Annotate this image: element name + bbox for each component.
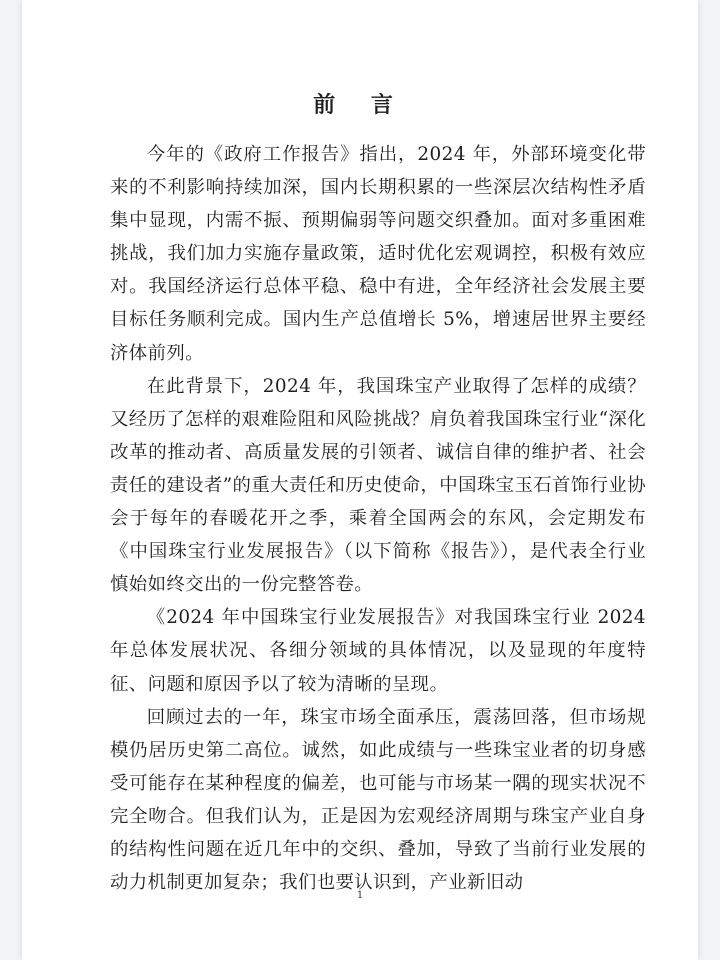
paragraph-3: 《2024 年中国珠宝行业发展报告》对我国珠宝行业 2024 年总体发展状况、各细分领域的具体情况，以及显现的年度特征、问题和原因予以了较为清晰的呈现。 xyxy=(110,607,646,695)
document-page xyxy=(22,0,698,960)
paragraph-2: 在此背景下，2024 年，我国珠宝产业取得了怎样的成绩？又经历了怎样的艰难险阻和风险挑战？肩负着我国珠宝行业“深化改革的推动者、高质量发展的引领者、诚信自律的维护者、社会责任的建设者”的重大责任和历史使命，中国珠宝玉石首饰行业协会于每年的春暖花开之季，乘着全国两会的东风，会定期发布《中国珠宝行业发展报告》（以下简称《报告》），是代表全行业慎始如终交出的一份完整答卷。 xyxy=(110,375,646,596)
paragraph-1: 今年的《政府工作报告》指出，2024 年，外部环境变化带来的不利影响持续加深，国内长期积累的一些深层次结构性矛盾集中显现，内需不振、预期偏弱等问题交织叠加。面对多重困难挑战，我们加力实施存量政策，适时优化宏观调控，积极有效应对。我国经济运行总体平稳、稳中有进，全年经济社会发展主要目标任务顺利完成。国内生产总值增长 5%，增速居世界主要经济体前列。 xyxy=(110,144,646,364)
document-body xyxy=(110,138,646,899)
page-title: 前 言 xyxy=(313,92,407,118)
page-number: 1 xyxy=(356,890,364,901)
paragraph-4: 回顾过去的一年，珠宝市场全面承压，震荡回落，但市场规模仍居历史第二高位。诚然，如此成绩与一些珠宝业者的切身感受可能存在某种程度的偏差，也可能与市场某一隅的现实状况不完全吻合。但我们认为，正是因为宏观经济周期与珠宝产业自身的结构性问题在近几年中的交织、叠加，导致了当前行业发展的动力机制更加复杂；我们也要认识到，产业新旧动 xyxy=(110,706,646,894)
